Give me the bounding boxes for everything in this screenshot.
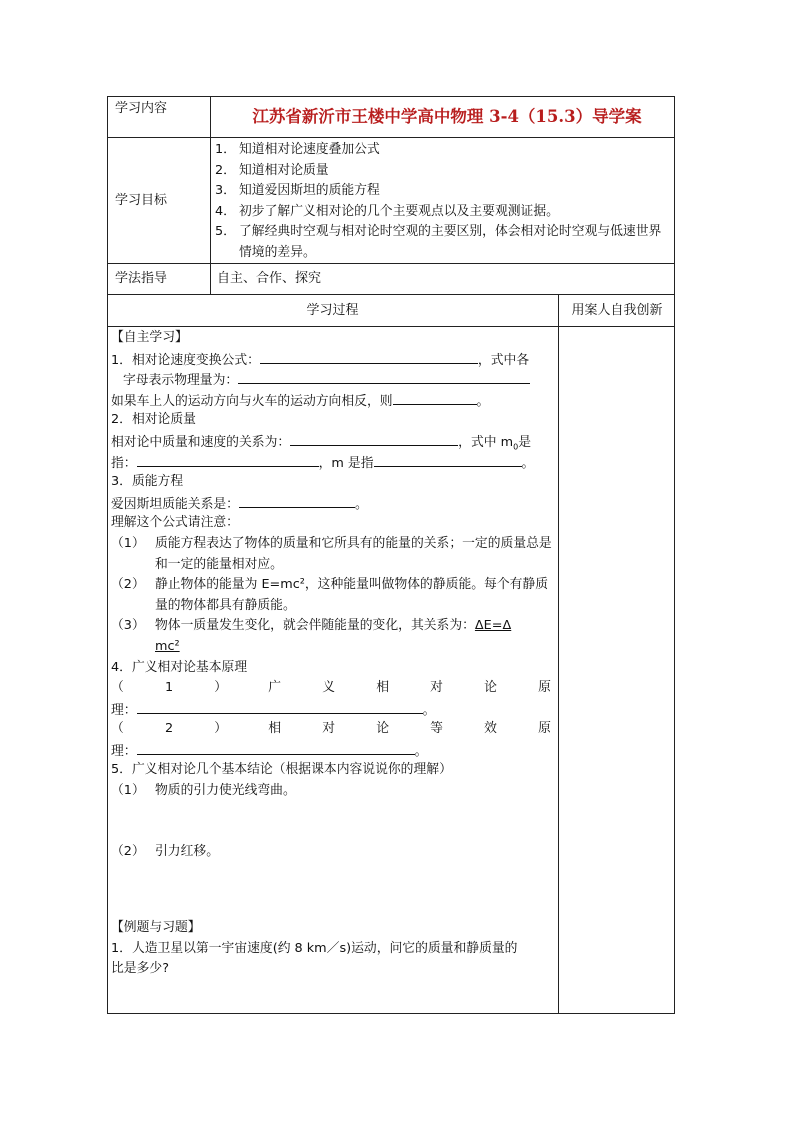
goals-label: 学习目标	[115, 193, 168, 208]
method-label: 学法指导	[115, 271, 168, 286]
process-content	[111, 328, 555, 980]
worksheet-table	[107, 96, 675, 1014]
answer-blank[interactable]	[393, 390, 477, 405]
goals-list	[215, 140, 671, 263]
q2-line1: 相对论中质量和速度的关系为： ，式中 $m_0$是	[111, 431, 555, 452]
document-title: 江苏省新沂市王楼中学高中物理 3-4（15.3）导学案	[252, 107, 642, 126]
process-header: 学习过程	[306, 303, 359, 318]
answer-blank[interactable]	[137, 699, 423, 714]
section-heading: 【例题与习题】	[111, 920, 201, 936]
answer-blank[interactable]	[239, 493, 355, 508]
answer-blank[interactable]	[290, 431, 458, 446]
q2-title: 2．相对论质量	[111, 412, 196, 428]
goal-item: 4． 初步了解广义相对论的几个主要观点以及主要观测证据。	[215, 203, 559, 219]
answer-space[interactable]	[111, 862, 555, 918]
answer-blank[interactable]	[260, 349, 478, 364]
q5-item: （2） 引力红移。	[111, 843, 219, 859]
method-value: 自主、合作、探究	[217, 271, 322, 286]
q1-line2: 字母表示物理量为：	[111, 369, 555, 390]
answer-blank[interactable]	[137, 452, 319, 467]
formula: ΔE=Δ	[474, 618, 512, 634]
section-heading: 【自主学习】	[111, 330, 188, 345]
q3-item: （2） 静止物体的能量为 E=mc²，这种能量叫做物体的静质能。每个有静质量的物体都具有静质能。	[111, 577, 549, 613]
formula: mc²	[155, 638, 180, 654]
q4-principle-1: （ 1 ） 广 义 相 对 论 原	[111, 680, 551, 696]
answer-space[interactable]	[111, 802, 555, 842]
example-1-line1: 1．人造卫星以第一宇宙速度(约 8 km／s)运动，问它的质量和静质量的	[111, 940, 518, 956]
q5-item: （1） 物质的引力使光线弯曲。	[111, 783, 296, 799]
q3-item: （3） 物体一质量发生变化，就会伴随能量的变化，其关系为：ΔE=Δ mc²	[111, 618, 512, 654]
q1-line: 1．相对论速度变换公式： ，式中各	[111, 349, 555, 370]
q5-title: 5．广义相对论几个基本结论（根据课本内容说说你的理解）	[111, 762, 452, 778]
goal-item: 2． 知道相对论质量	[215, 162, 329, 178]
q3-title: 3．质能方程	[111, 474, 184, 490]
answer-blank[interactable]	[374, 452, 522, 467]
q3-item: （1） 质能方程表达了物体的质量和它所具有的能量的关系；一定的质量总是和一定的能量相对应。	[111, 535, 552, 572]
q4-principle-1-line: 理： 。	[111, 699, 555, 720]
example-1-line2: 比是多少?	[111, 961, 169, 977]
q4-principle-2-line: 理： 。	[111, 740, 555, 761]
header-label: 学习内容	[115, 101, 168, 116]
goal-item: 1． 知道相对论速度叠加公式	[215, 142, 380, 157]
q3-note: 理解这个公式请注意：	[111, 515, 239, 531]
answer-blank[interactable]	[137, 740, 415, 755]
q4-principle-2: （ 2 ） 相 对 论 等 效 原	[111, 721, 551, 737]
q1-line3: 如果车上人的运动方向与火车的运动方向相反，则 。	[111, 390, 555, 411]
goal-item: 5． 了解经典时空观与相对论时空观的主要区别，体会相对论时空观与低速世界情境的差异。	[215, 224, 662, 260]
notes-header: 用案人自我创新	[571, 303, 663, 318]
answer-blank[interactable]	[238, 369, 530, 384]
q2-line2: 指： ，m 是指 。	[111, 452, 555, 473]
goal-item: 3． 知道爱因斯坦的质能方程	[215, 183, 380, 198]
q3-line1: 爱因斯坦质能关系是： 。	[111, 493, 555, 514]
q4-title: 4．广义相对论基本原理	[111, 659, 248, 675]
